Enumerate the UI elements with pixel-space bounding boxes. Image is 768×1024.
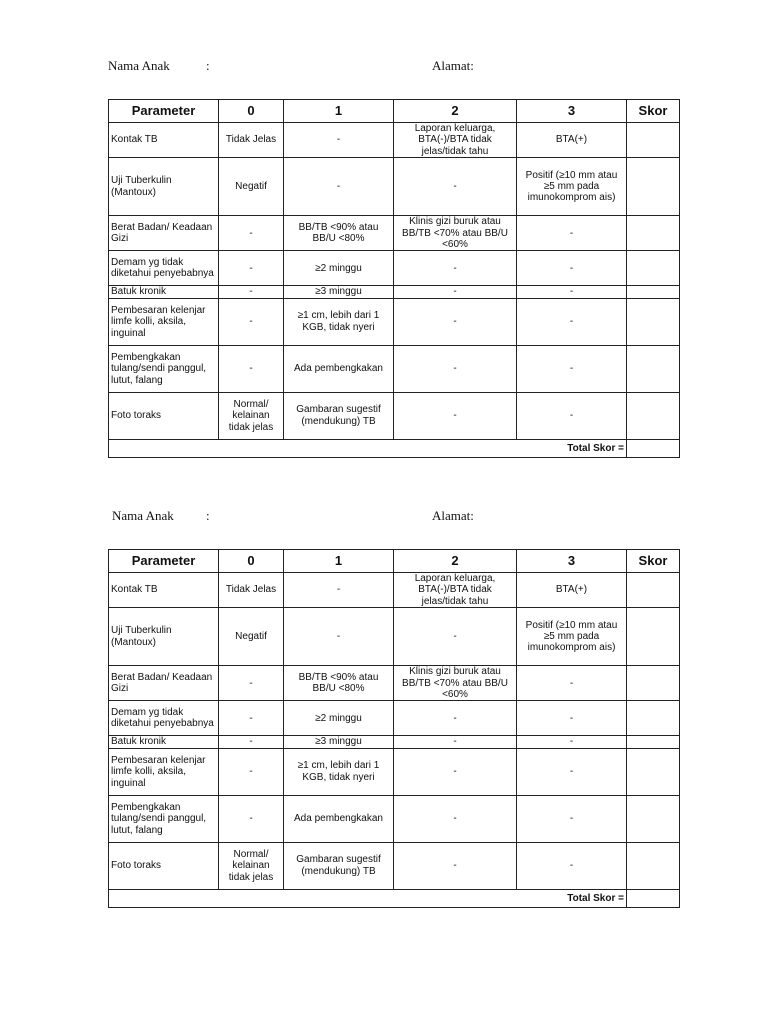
tb-scoring-table [108, 549, 680, 908]
column-header: 2 [394, 100, 517, 123]
parameter-cell: Foto toraks [109, 842, 219, 889]
parameter-cell: Pembesaran kelenjar limfe kolli, aksila, inguinal [109, 748, 219, 795]
column-header: 0 [219, 100, 284, 123]
criteria-cell-3: - [517, 345, 627, 392]
table-row [109, 608, 680, 666]
criteria-cell-1: ≥1 cm, lebih dari 1 KGB, tidak nyeri [284, 748, 394, 795]
criteria-cell-2: - [394, 736, 517, 748]
parameter-cell: Pembengkakan tulang/sendi panggul, lutut, falang [109, 345, 219, 392]
parameter-cell: Uji Tuberkulin (Mantoux) [109, 608, 219, 666]
column-header: 1 [284, 100, 394, 123]
parameter-cell: Kontak TB [109, 573, 219, 608]
column-header: Skor [627, 550, 680, 573]
criteria-cell-0: - [219, 286, 284, 298]
score-input-cell[interactable] [627, 158, 680, 216]
total-row [109, 889, 680, 907]
criteria-cell-2: - [394, 392, 517, 439]
criteria-cell-0: - [219, 748, 284, 795]
criteria-cell-3: - [517, 736, 627, 748]
total-score-label: Total Skor = [109, 439, 627, 457]
criteria-cell-0: Normal/ kelainan tidak jelas [219, 842, 284, 889]
tb-scoring-table [108, 99, 680, 458]
criteria-cell-1: Ada pembengkakan [284, 795, 394, 842]
criteria-cell-0: Tidak Jelas [219, 123, 284, 158]
column-header: 1 [284, 550, 394, 573]
criteria-cell-1: - [284, 573, 394, 608]
criteria-cell-1: Gambaran sugestif (mendukung) TB [284, 392, 394, 439]
criteria-cell-0: - [219, 298, 284, 345]
criteria-cell-0: - [219, 666, 284, 701]
scoring-form-1 [0, 0, 768, 454]
criteria-cell-0: Normal/ kelainan tidak jelas [219, 392, 284, 439]
score-input-cell[interactable] [627, 392, 680, 439]
table-row [109, 298, 680, 345]
column-header: 3 [517, 100, 627, 123]
criteria-cell-3: BTA(+) [517, 123, 627, 158]
criteria-cell-2: - [394, 795, 517, 842]
parameter-cell: Uji Tuberkulin (Mantoux) [109, 158, 219, 216]
score-input-cell[interactable] [627, 216, 680, 251]
column-header: Parameter [109, 100, 219, 123]
criteria-cell-3: - [517, 795, 627, 842]
criteria-cell-0: - [219, 736, 284, 748]
name-colon: : [206, 58, 210, 73]
parameter-cell: Berat Badan/ Keadaan Gizi [109, 666, 219, 701]
table-row [109, 251, 680, 286]
criteria-cell-3: - [517, 748, 627, 795]
score-input-cell[interactable] [627, 736, 680, 748]
score-input-cell[interactable] [627, 298, 680, 345]
criteria-cell-2: - [394, 158, 517, 216]
parameter-cell: Pembengkakan tulang/sendi panggul, lutut, falang [109, 795, 219, 842]
criteria-cell-2: - [394, 298, 517, 345]
parameter-cell: Batuk kronik [109, 736, 219, 748]
score-input-cell[interactable] [627, 286, 680, 298]
parameter-cell: Kontak TB [109, 123, 219, 158]
criteria-cell-3: - [517, 216, 627, 251]
criteria-cell-0: - [219, 216, 284, 251]
score-input-cell[interactable] [627, 123, 680, 158]
score-input-cell[interactable] [627, 345, 680, 392]
score-input-cell[interactable] [627, 842, 680, 889]
criteria-cell-3: - [517, 392, 627, 439]
criteria-cell-0: - [219, 345, 284, 392]
column-header: Parameter [109, 550, 219, 573]
criteria-cell-2: - [394, 748, 517, 795]
criteria-cell-3: Positif (≥10 mm atau ≥5 mm pada imunokomprom ais) [517, 158, 627, 216]
score-input-cell[interactable] [627, 748, 680, 795]
criteria-cell-1: - [284, 608, 394, 666]
table-row [109, 392, 680, 439]
table-row [109, 701, 680, 736]
column-header: 2 [394, 550, 517, 573]
criteria-cell-3: - [517, 666, 627, 701]
parameter-cell: Berat Badan/ Keadaan Gizi [109, 216, 219, 251]
table-row [109, 286, 680, 298]
table-row [109, 736, 680, 748]
score-input-cell[interactable] [627, 701, 680, 736]
criteria-cell-2: Klinis gizi buruk atau BB/TB <70% atau BB/U <60% [394, 666, 517, 701]
criteria-cell-1: ≥3 minggu [284, 286, 394, 298]
criteria-cell-3: - [517, 701, 627, 736]
header-row [109, 550, 680, 573]
table-row [109, 158, 680, 216]
name-colon: : [206, 508, 210, 523]
table-row [109, 123, 680, 158]
table-row [109, 842, 680, 889]
criteria-cell-3: - [517, 251, 627, 286]
criteria-cell-0: Negatif [219, 608, 284, 666]
scoring-form-2 [0, 450, 768, 904]
table-row [109, 666, 680, 701]
total-score-cell[interactable] [627, 889, 680, 907]
table-row [109, 795, 680, 842]
table-row [109, 345, 680, 392]
column-header: 0 [219, 550, 284, 573]
criteria-cell-0: Tidak Jelas [219, 573, 284, 608]
parameter-cell: Pembesaran kelenjar limfe kolli, aksila, inguinal [109, 298, 219, 345]
criteria-cell-1: BB/TB <90% atau BB/U <80% [284, 216, 394, 251]
criteria-cell-2: - [394, 286, 517, 298]
criteria-cell-3: - [517, 298, 627, 345]
criteria-cell-1: ≥1 cm, lebih dari 1 KGB, tidak nyeri [284, 298, 394, 345]
score-input-cell[interactable] [627, 251, 680, 286]
score-input-cell[interactable] [627, 608, 680, 666]
criteria-cell-0: - [219, 795, 284, 842]
criteria-cell-2: - [394, 345, 517, 392]
criteria-cell-1: - [284, 123, 394, 158]
table-row [109, 216, 680, 251]
column-header: Skor [627, 100, 680, 123]
parameter-cell: Demam yg tidak diketahui penyebabnya [109, 701, 219, 736]
score-input-cell[interactable] [627, 666, 680, 701]
score-input-cell[interactable] [627, 573, 680, 608]
address-label: Alamat: [432, 508, 474, 523]
criteria-cell-3: BTA(+) [517, 573, 627, 608]
criteria-cell-2: Laporan keluarga, BTA(-)/BTA tidak jelas/tidak tahu [394, 573, 517, 608]
address-label: Alamat: [432, 58, 474, 73]
column-header: 3 [517, 550, 627, 573]
criteria-cell-0: - [219, 701, 284, 736]
criteria-cell-1: BB/TB <90% atau BB/U <80% [284, 666, 394, 701]
criteria-cell-3: Positif (≥10 mm atau ≥5 mm pada imunokomprom ais) [517, 608, 627, 666]
criteria-cell-2: - [394, 701, 517, 736]
header-row [109, 100, 680, 123]
criteria-cell-0: Negatif [219, 158, 284, 216]
criteria-cell-1: ≥2 minggu [284, 251, 394, 286]
table-row [109, 573, 680, 608]
total-score-label: Total Skor = [109, 889, 627, 907]
table-row [109, 748, 680, 795]
criteria-cell-2: - [394, 842, 517, 889]
parameter-cell: Batuk kronik [109, 286, 219, 298]
criteria-cell-2: Laporan keluarga, BTA(-)/BTA tidak jelas/tidak tahu [394, 123, 517, 158]
criteria-cell-1: - [284, 158, 394, 216]
criteria-cell-0: - [219, 251, 284, 286]
criteria-cell-2: Klinis gizi buruk atau BB/TB <70% atau BB/U <60% [394, 216, 517, 251]
name-label: Nama Anak [112, 508, 174, 523]
criteria-cell-1: ≥3 minggu [284, 736, 394, 748]
criteria-cell-3: - [517, 842, 627, 889]
parameter-cell: Demam yg tidak diketahui penyebabnya [109, 251, 219, 286]
criteria-cell-3: - [517, 286, 627, 298]
name-label: Nama Anak [108, 58, 170, 73]
criteria-cell-2: - [394, 608, 517, 666]
criteria-cell-1: ≥2 minggu [284, 701, 394, 736]
parameter-cell: Foto toraks [109, 392, 219, 439]
criteria-cell-1: Ada pembengkakan [284, 345, 394, 392]
score-input-cell[interactable] [627, 795, 680, 842]
criteria-cell-2: - [394, 251, 517, 286]
criteria-cell-1: Gambaran sugestif (mendukung) TB [284, 842, 394, 889]
